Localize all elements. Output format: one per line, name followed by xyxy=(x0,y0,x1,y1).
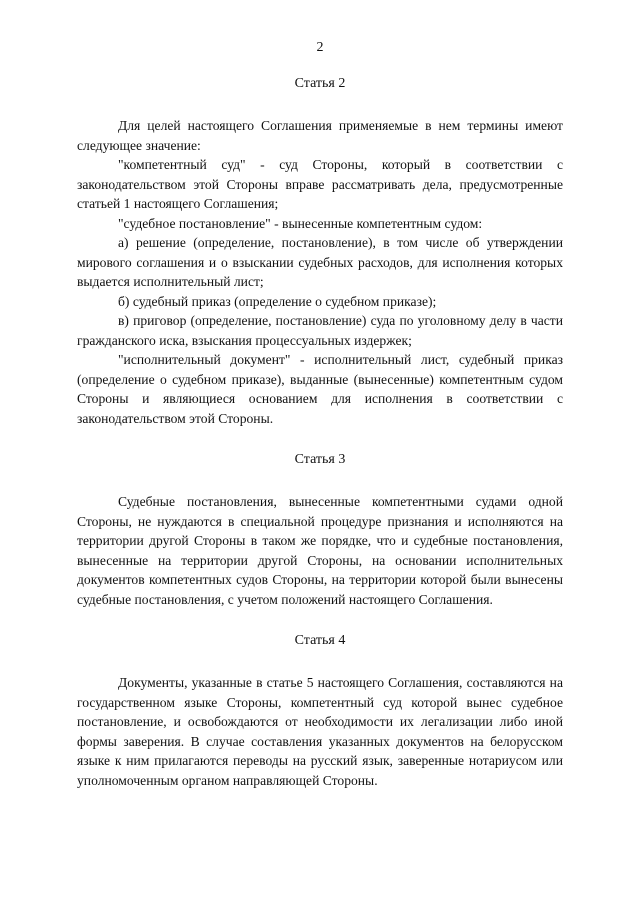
document-page xyxy=(77,40,563,790)
article-title: Статья 4 xyxy=(294,633,346,648)
paragraph: а) решение (определение, постановление), в том числе об утверждении мирового соглашения и о взыскании судебных расходов, для исполнения которых выдается исполнительный лист; xyxy=(77,235,563,289)
paragraph: б) судебный приказ (определение о судебном приказе); xyxy=(118,293,437,309)
article-title: Статья 3 xyxy=(294,452,346,467)
article-2 xyxy=(77,76,563,428)
paragraph: "исполнительный документ" - исполнительный лист, судебный приказ (определение о судебном приказе), выданные (вынесенные) компетентным судом Стороны и являющиеся основанием для исполнения в соответствии с законодательством этой Стороны. xyxy=(77,352,563,426)
paragraph: в) приговор (определение, постановление) суда по уголовному делу в части гражданского иска, взыскания процессуальных издержек; xyxy=(77,313,563,348)
article-4 xyxy=(77,633,563,790)
paragraph: "судебное постановление" - вынесенные компетентным судом: xyxy=(118,215,483,231)
page-number: 2 xyxy=(316,40,324,55)
article-title: Статья 2 xyxy=(294,76,346,91)
section-gap xyxy=(77,609,563,633)
section-gap xyxy=(77,428,563,452)
paragraph: Документы, указанные в статье 5 настоящего Соглашения, составляются на государственном языке Стороны, компетентный суд которой вынес судебное постановление, и освобождаются от необходимости их легализации либо иной формы заверения. В случае составления указанных документов на белорусском языке к ним прилагаются переводы на русский язык, заверенные нотариусом или уполномоченным органом направляющей Стороны. xyxy=(77,675,563,788)
paragraph: "компетентный суд" - суд Стороны, который в соответствии с законодательством этой Стороны вправе рассматривать дела, предусмотренные статьей 1 настоящего Соглашения; xyxy=(77,157,563,211)
paragraph: Судебные постановления, вынесенные компетентными судами одной Стороны, не нуждаются в специальной процедуре признания и исполняются на территории другой Стороны в таком же порядке, что и судебные постановления, вынесенные на территории другой Стороны, на основании исполнительных документов компетентных судов Стороны, на территории которой были вынесены судебные постановления, с учетом положений настоящего Соглашения. xyxy=(77,494,563,607)
paragraph: Для целей настоящего Соглашения применяемые в нем термины имеют следующее значение: xyxy=(77,118,563,153)
article-3 xyxy=(77,452,563,609)
